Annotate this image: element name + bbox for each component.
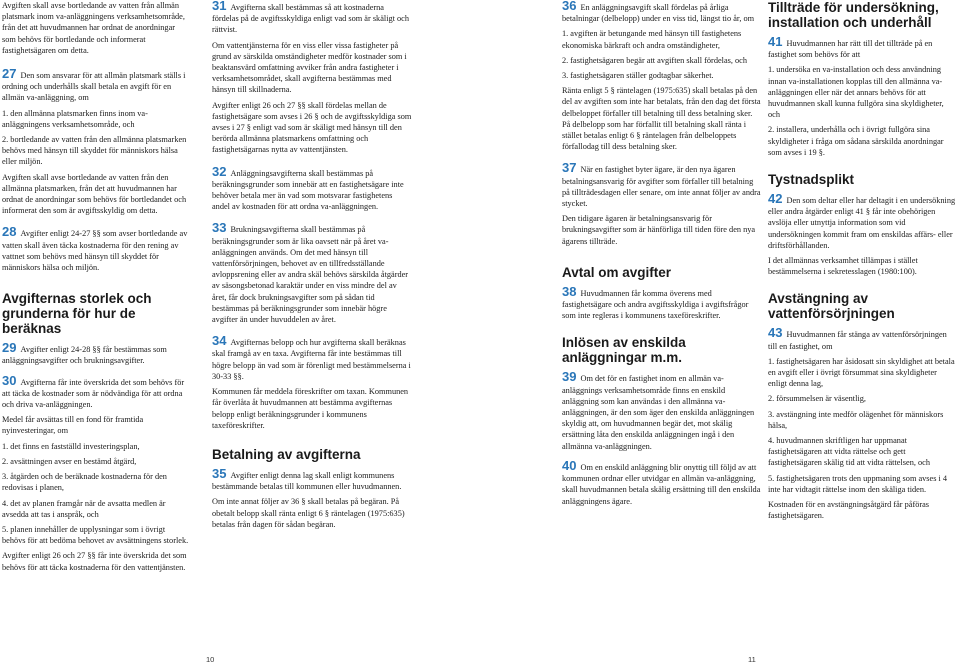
section-number: 34 (212, 333, 227, 349)
section-33: 33 Brukningsavgifterna skall bestämmas på beräkningsgrunder som är lika oavsett när på året va-anläggningen används. Om det med hänsyn till vattenförsörjningen, behovet av en tillfredsställande avloppsrening eller av andra skäl behövs särskilda åtgärder av säsongsbetonad karaktär under en viss mindre del av året, får dock brukningsavgifter som på sådan tid bestämmas på beräkningsgrunder som innebär högre avgifter än under huvuddelen av året. (212, 220, 409, 325)
paragraph: I det allmännas verksamhet tillämpas i stället bestämmelserna i sekretesslagen (1980:100). (768, 256, 918, 277)
paragraph: Avgiften skall avse bortledande av vatten från den allmänna platsmarken, från det att huvudmannen har ordnat de anordningar som behövs för bortledandet och informerat den som är avgiftsskyldig om detta. (2, 172, 187, 216)
section-number: 30 (2, 372, 17, 388)
section-number: 39 (562, 369, 577, 385)
section-heading: Betalning av avgifterna (212, 446, 361, 462)
section-number: 28 (2, 224, 17, 240)
section-36: 36 En anläggningsavgift skall fördelas på årliga betalningar (delbelopp) under en viss tid, längst tio år, om (562, 0, 755, 24)
section-38: 38 Huvudmannen får komma överens med fastighetsägare och andra avgiftsskyldiga i avgiftsfrågor som inte regleras i kommunens taxeföreskrifter. (562, 283, 749, 321)
left-page (0, 0, 480, 662)
section-heading: Tillträde för undersökning, installation och underhåll (768, 0, 939, 30)
list-item: 1. avgiften är betungande med hänsyn till fastighetens ekonomiska bärkraft och andra omständigheter, (562, 29, 742, 50)
section-34: 34 Avgifternas belopp och hur avgifterna skall beräknas skal framgå av en taxa. Avgifterna får inte bestämmas till högre belopp än vad som är förenligt med bestämmelserna i 30-33 §§. (212, 333, 411, 381)
list-item: 1. fastighetsägaren har åsidosatt sin skyldighet att betala en avgift eller i övrigt försummat sina skyldigheter enligt denna lag, (768, 356, 955, 389)
paragraph: Kommunen får meddela föreskrifter om taxan. Kommunen får överlåta åt huvudmannen att bestämma avgifternas belopp enligt beräkningsgrunder i kommunens taxeföreskrifter. (212, 387, 409, 430)
section-number: 27 (2, 66, 17, 82)
section-35: 35 Avgifter enligt denna lag skall enligt kommunens bestämmande betalas till kommunen eller huvudmannen. (212, 465, 402, 492)
list-item: 1. den allmänna platsmarken finns inom va-anläggningens verksamhetsområde, och (2, 108, 148, 129)
left-column-2 (212, 0, 412, 534)
paragraph: Den tidigare ägaren är betalningsansvarig för brukningsavgifter som är hänförliga till tiden före den nya ägarens tillträde. (562, 214, 756, 246)
section-42: 42 Den som deltar eller har deltagit i en undersökning eller andra åtgärder enligt 41 § får inte obehörigen avslöja eller utnyttja information som vid undersökningen kommit fram om enskildas affärs- eller driftsförhållanden. (768, 191, 956, 250)
right-column-1 (562, 0, 762, 511)
paragraph: Avgifter enligt 26 och 27 §§ skall fördelas mellan de fastighetsägare som avses i 26 § och de avgiftsskyldiga som avses i 27 § enligt vad som är skäligt med hänsyn till den berörda allmänna platsmarkens omfattning och fastighetsägarnas nytta av vattentjänsten. (212, 100, 412, 155)
paragraph: Medel får avsättas till en fond för framtida nyinvesteringar, om (2, 415, 144, 436)
section-number: 38 (562, 283, 577, 299)
page-number: 11 (748, 655, 756, 664)
section-number: 35 (212, 465, 227, 481)
section-heading: Avstängning av vattenförsörjningen (768, 291, 895, 322)
section-39: 39 Om det för en fastighet inom en allmän va-anläggnings verksamhetsområde finns en enskild anläggning som kan användas i den allmänna va-anläggningen, är den som äger den enskilda anläggningen skyldig att, om huvudmannen begär det, mot skälig ersättning låta den enskilda anläggningen ingå i den allmänna va-anläggningen. (562, 369, 755, 451)
paragraph: Ränta enligt 5 § räntelagen (1975:635) skall betalas på den del av avgiften som inte har betalats, från den dag det första delbeloppet förfaller till betalning till dess betalning sker. På delbelopp som har förfallit till betalning skall ränta i stället betalas enligt 6 § räntelagen från delbeloppets förfallodag till dess betalning sker. (562, 86, 761, 152)
section-number: 33 (212, 220, 227, 236)
section-number: 43 (768, 325, 783, 341)
list-item: 3. åtgärden och de beräknade kostnaderna för den redovisas i planen, (2, 472, 167, 493)
right-column-2 (768, 0, 956, 526)
list-item: 1. det finns en fastställd investeringsplan, (2, 441, 140, 451)
list-item: 2. installera, underhålla och i övrigt fullgöra sina skyldigheter i fråga om sådana särskilda anordningar som avses i 19 §. (768, 125, 944, 157)
list-item: 1. undersöka en va-installation och dess användning innan va-installationen kopplas till den allmänna va-anläggningen eller när det annars behövs för att huvudmannen skall kunna fullgöra sina skyldigheter, och (768, 65, 944, 120)
section-43: 43 Huvudmannen får stänga av vattenförsörjningen till en fastighet, om (768, 325, 947, 351)
section-27: 27 Den som ansvarar för att allmän platsmark ställs i ordning och underhålls skall betala en avgift för en allmän va-anläggning, om (2, 66, 186, 103)
list-item: 2. fastighetsägaren begär att avgiften skall fördelas, och (562, 55, 747, 65)
section-40: 40 Om en enskild anläggning blir onyttig till följd av att kommunen ordnar eller utvidgar en allmän va-anläggning, skall huvudmannen betala skälig ersättning till den enskilda anläggningens ägare. (562, 457, 761, 506)
page-number: 10 (206, 655, 215, 664)
section-28: 28 Avgifter enligt 24-27 §§ som avser bortledande av vatten skall även täcka kostnaderna för den rening av vattnet som behövs med hänsyn till skyddet för människors hälsa och miljön. (2, 224, 188, 273)
section-number: 40 (562, 457, 577, 473)
section-number: 32 (212, 163, 227, 179)
paragraph: Avgifter enligt 26 och 27 §§ får inte överskrida det som behövs för att täcka kostnaderna för den vattentjänsten. (2, 551, 187, 572)
section-31: 31 Avgifterna skall bestämmas så att kostnaderna fördelas på de avgiftsskyldiga enligt vad som är skäligt och rättvist. (212, 0, 410, 35)
list-item: 2. avsättningen avser en bestämd åtgärd, (2, 456, 137, 466)
section-number: 31 (212, 0, 227, 13)
list-item: 5. planen innehåller de upplysningar som i övrigt behövs för att bedöma behovet av avsättningens storlek. (2, 524, 189, 546)
section-number: 29 (2, 340, 17, 356)
section-number: 36 (562, 0, 577, 13)
list-item: 2. försummelsen är väsentlig, (768, 394, 866, 404)
intro-paragraph: Avgiften skall avse bortledande av vatten från allmän platsmark inom va-anläggningens verksamhetsområde, från det att huvudmannen har ordnat de anordningar som behövs för bortledande och informerat fastighetsägaren om detta. (2, 1, 185, 55)
list-item: 2. bortledande av vatten från den allmänna platsmarken behövs med hänsyn till skyddet för människors hälsa eller miljön. (2, 135, 187, 167)
section-number: 37 (562, 160, 577, 176)
left-column-1 (2, 0, 190, 577)
section-heading: Tystnadsplikt (768, 172, 855, 188)
section-32: 32 Anläggningsavgifterna skall bestämmas på beräkningsgrunder som innebär att en fastighetsägare inte behöver betala mer än vad som motsvarar fastighetens andel av kostnaden för att ordna va-anläggningen. (212, 163, 404, 212)
section-heading: Avgifternas storlek och grunderna för hur de beräknas (2, 291, 152, 337)
right-page (480, 0, 960, 662)
section-37: 37 När en fastighet byter ägare, är den nya ägaren betalningsansvarig för avgifter som förfaller till betalning på tillträdesdagen eller senare, om inte annat följer av andra stycket. (562, 160, 761, 209)
list-item: 4. huvudmannen skriftligen har uppmanat fastighetsägaren att vidta rättelse och gett fastighetsägaren skälig tid att vidta rättelsen, och (768, 436, 930, 468)
paragraph: Kostnaden för en avstängningsåtgärd får påföras fastighetsägaren. (768, 500, 930, 521)
list-item: 3. avstängning inte medför olägenhet för människors hälsa, (768, 409, 944, 430)
section-heading: Avtal om avgifter (562, 264, 672, 280)
paragraph: Om vattentjänsterna för en viss eller vissa fastigheter på grund av särskilda omständigheter medför kostnader som i beaktansvärd omfattning avviker från andra fastigheter i verksamhetsområdet, skall avgifterna bestämmas med hänsyn till skillnaderna. (212, 40, 407, 95)
section-30: 30 Avgifterna får inte överskrida det som behövs för att täcka de kostnader som är nödvändiga för att ordna och driva va-anläggningen. (2, 372, 185, 410)
list-item: 3. fastighetsägaren ställer godtagbar säkerhet. (562, 71, 714, 81)
section-29: 29 Avgifter enligt 24-28 §§ får bestämmas som anläggningsavgifter och brukningsavgifter. (2, 340, 167, 366)
list-item: 4. det av planen framgår när de avsatta medlen är avsedda att tas i anspråk, och (2, 498, 166, 519)
section-number: 42 (768, 191, 783, 207)
section-41: 41 Huvudmannen har rätt till det tillträde på en fastighet som behövs för att (768, 34, 933, 60)
list-item: 5. fastighetsägaren trots den uppmaning som avses i 4 inte har vidtagit rättelse inom den skäliga tiden. (768, 473, 948, 494)
paragraph: Om inte annat följer av 36 § skall betalas på begäran. På obetalt belopp skall ränta enligt 6 § räntelagen (1975:635) betalas från dagen för sådan begäran. (212, 497, 405, 529)
section-heading: Inlösen av enskilda anläggningar m.m. (562, 335, 686, 366)
section-number: 41 (768, 34, 783, 49)
